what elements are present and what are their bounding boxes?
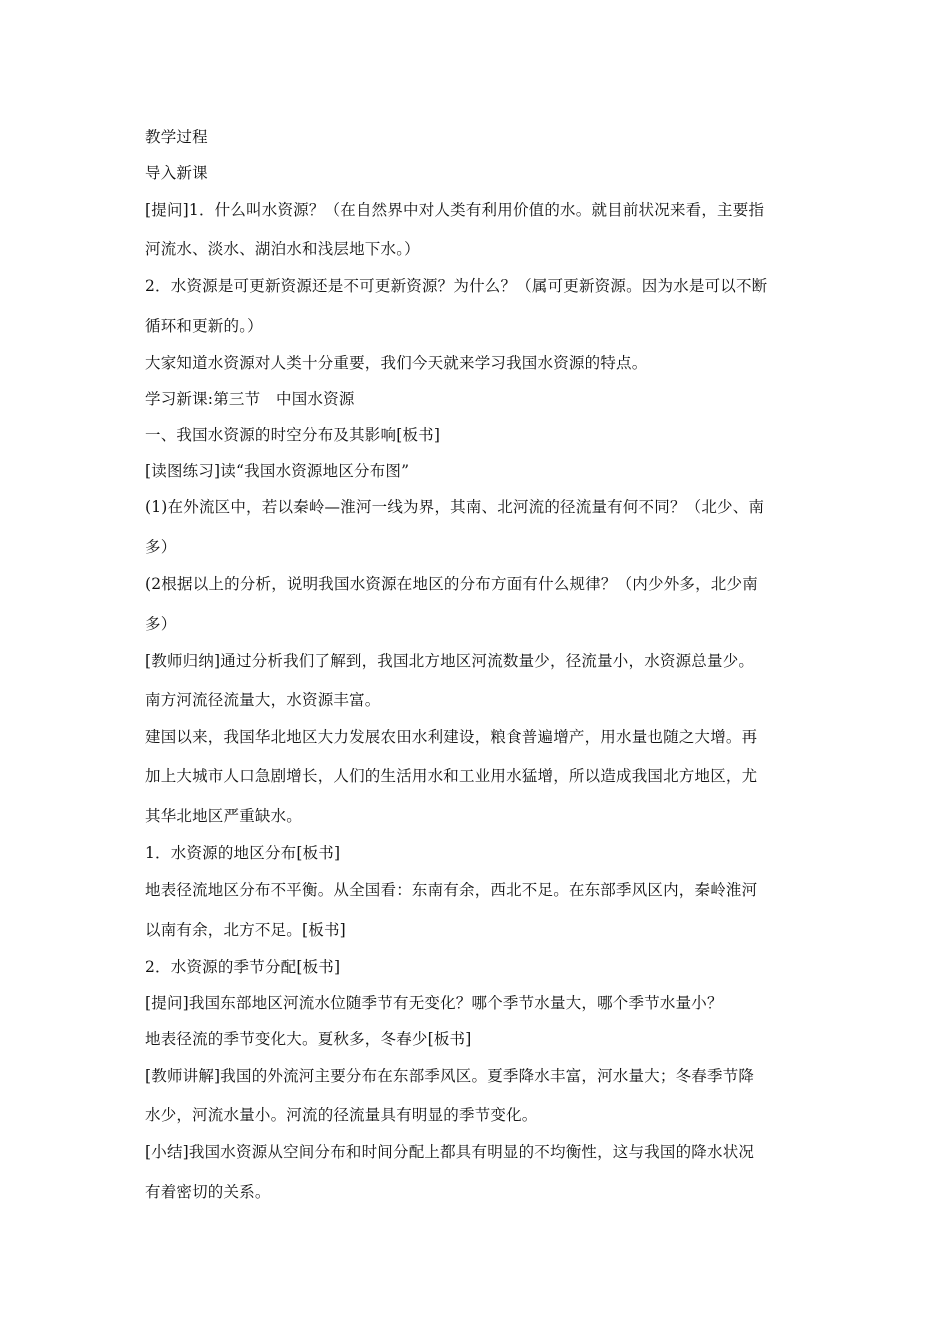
heading-intro-lesson: 导入新课 [145, 164, 208, 182]
teacher-summary-line-1: [教师归纳]通过分析我们了解到，我国北方地区河流数量少，径流量小，水资源总量少。 [145, 652, 755, 670]
paragraph-regional-line-1: 地表径流地区分布不平衡。从全国看：东南有余，西北不足。在东部季风区内，秦岭淮河 [145, 881, 758, 899]
heading-teaching-process: 教学过程 [145, 128, 208, 146]
map-exercise-label: [读图练习]读“我国水资源地区分布图” [145, 462, 410, 480]
heading-new-lesson: 学习新课:第三节 中国水资源 [145, 390, 355, 408]
exercise-2-line-1: (2根据以上的分析，说明我国水资源在地区的分布方面有什么规律？（内少外多，北少南 [145, 575, 758, 593]
exercise-2-line-2: 多） [145, 615, 177, 633]
heading-regional-distribution: 1．水资源的地区分布[板书] [145, 844, 341, 862]
question-1-line-2: 河流水、淡水、湖泊水和浅层地下水。） [145, 240, 420, 258]
conclusion-line-2: 有着密切的关系。 [145, 1183, 271, 1201]
heading-seasonal-distribution: 2．水资源的季节分配[板书] [145, 958, 341, 976]
question-1-line-1: [提问]1．什么叫水资源？（在自然界中对人类有利用价值的水。就目前状况来看，主要指 [145, 201, 765, 219]
paragraph-seasonal-summary: 地表径流的季节变化大。夏秋多，冬春少[板书] [145, 1030, 472, 1048]
teacher-summary-line-2: 南方河流径流量大，水资源丰富。 [145, 691, 381, 709]
teacher-explanation-line-1: [教师讲解]我国的外流河主要分布在东部季风区。夏季降水丰富，河水量大；冬春季节降 [145, 1067, 755, 1085]
conclusion-line-1: [小结]我国水资源从空间分布和时间分配上都具有明显的不均衡性，这与我国的降水状况 [145, 1143, 755, 1161]
paragraph-intro: 大家知道水资源对人类十分重要，我们今天就来学习我国水资源的特点。 [145, 354, 648, 372]
paragraph-north-china-line-2: 加上大城市人口急剧增长，人们的生活用水和工业用水猛增，所以造成我国北方地区，尤 [145, 767, 758, 785]
paragraph-north-china-line-3: 其华北地区严重缺水。 [145, 807, 303, 825]
exercise-1-line-1: (1)在外流区中，若以秦岭—淮河一线为界，其南、北河流的径流量有何不同？（北少、南 [145, 498, 765, 516]
paragraph-north-china-line-1: 建国以来，我国华北地区大力发展农田水利建设，粮食普遍增产，用水量也随之大增。再 [145, 728, 758, 746]
question-2-line-2: 循环和更新的。） [145, 317, 263, 335]
heading-section-1: 一、我国水资源的时空分布及其影响[板书] [145, 426, 441, 444]
question-seasonal: [提问]我国东部地区河流水位随季节有无变化？哪个季节水量大，哪个季节水量小？ [145, 994, 723, 1012]
teacher-explanation-line-2: 水少，河流水量小。河流的径流量具有明显的季节变化。 [145, 1106, 538, 1124]
paragraph-regional-line-2: 以南有余，北方不足。[板书] [145, 921, 346, 939]
question-2-line-1: 2．水资源是可更新资源还是不可更新资源？为什么？（属可更新资源。因为水是可以不断 [145, 277, 768, 295]
exercise-1-line-2: 多） [145, 538, 177, 556]
